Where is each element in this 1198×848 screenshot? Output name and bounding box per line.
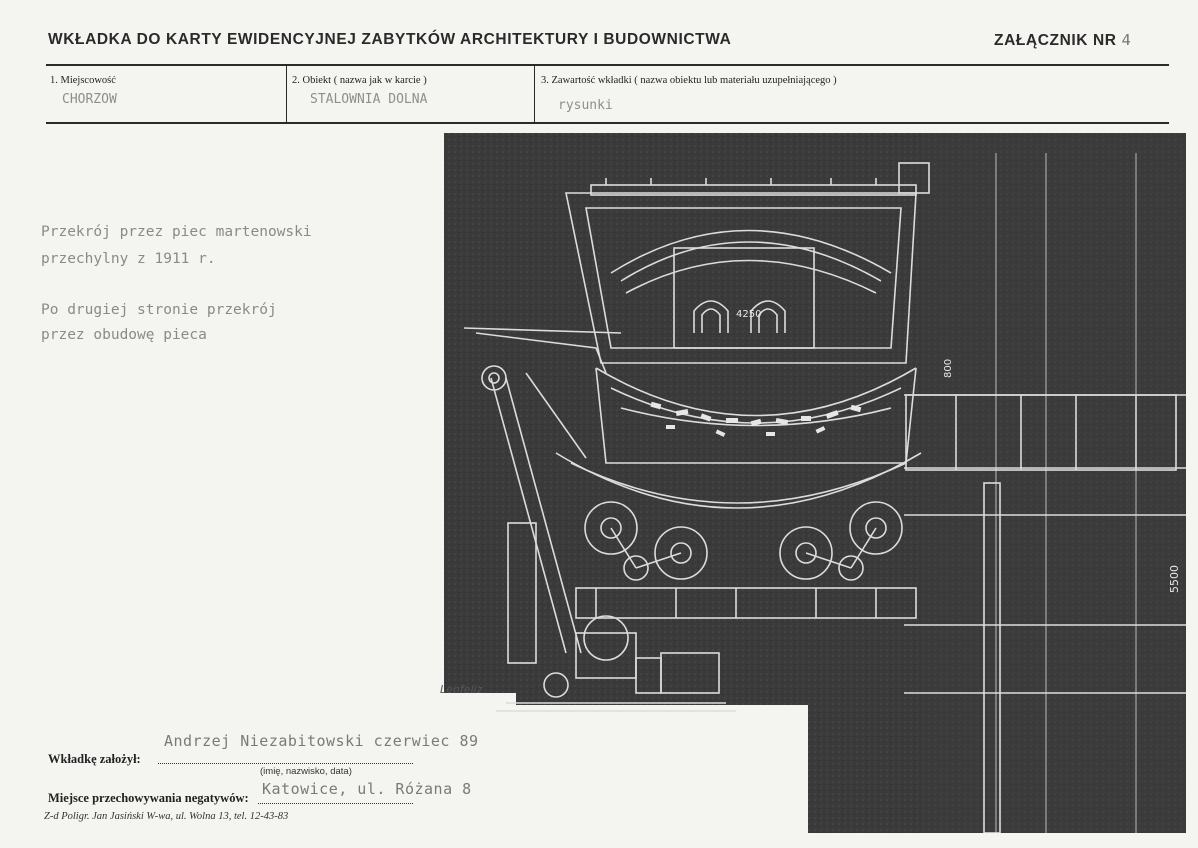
location-label: 1. Miejscowość bbox=[50, 75, 116, 86]
note-line-4: przez obudowę pieca bbox=[41, 327, 207, 343]
note-line-2: przechylny z 1911 r. bbox=[41, 251, 216, 267]
annex-number-value: 4 bbox=[1121, 31, 1132, 49]
founder-dotted-line bbox=[158, 763, 413, 764]
contents-label: 3. Zawartość wkładki ( nazwa obiektu lub materiału uzupełniającego ) bbox=[541, 75, 837, 86]
founder-value: Andrzej Niezabitowski czerwiec 89 bbox=[164, 732, 479, 750]
negatives-dotted-line bbox=[258, 803, 413, 804]
header-title: WKŁADKA DO KARTY EWIDENCYJNEJ ZABYTKÓW ARCHITEKTURY I BUDOWNICTWA bbox=[48, 31, 732, 48]
annex-label: ZAŁĄCZNIK NR bbox=[994, 32, 1117, 49]
founder-label: Wkładkę założył: bbox=[48, 752, 141, 766]
printer-imprint: Z-d Poligr. Jan Jasiński W-wa, ul. Wolna 13, tel. 12-43-83 bbox=[44, 811, 289, 822]
location-value: CHORZOW bbox=[62, 92, 117, 107]
divider-1 bbox=[286, 65, 287, 122]
object-label: 2. Obiekt ( nazwa jak w karcie ) bbox=[292, 75, 427, 86]
object-value: STALOWNIA DOLNA bbox=[310, 92, 428, 107]
note-line-1: Przekrój przez piec martenowski bbox=[41, 224, 312, 240]
dimension-label-right: 5500 bbox=[1168, 565, 1181, 593]
contents-value: rysunki bbox=[558, 98, 613, 113]
drawing-background bbox=[436, 133, 1186, 833]
bottom-rule bbox=[46, 122, 1169, 124]
negatives-value: Katowice, ul. Różana 8 bbox=[262, 780, 472, 798]
dimension-label-side: 800 bbox=[943, 358, 954, 378]
divider-2 bbox=[534, 65, 535, 122]
annex-number bbox=[994, 31, 1131, 50]
negatives-label: Miejsce przechowywania negatywów: bbox=[48, 791, 249, 805]
draughtsman-signature: Lenfeliz bbox=[440, 683, 483, 696]
dimension-label-top: 4250 bbox=[736, 309, 762, 320]
top-rule bbox=[46, 64, 1169, 66]
founder-hint: (imię, nazwisko, data) bbox=[260, 766, 352, 777]
note-line-3: Po drugiej stronie przekrój bbox=[41, 302, 277, 318]
furnace-drawing bbox=[436, 133, 1186, 833]
